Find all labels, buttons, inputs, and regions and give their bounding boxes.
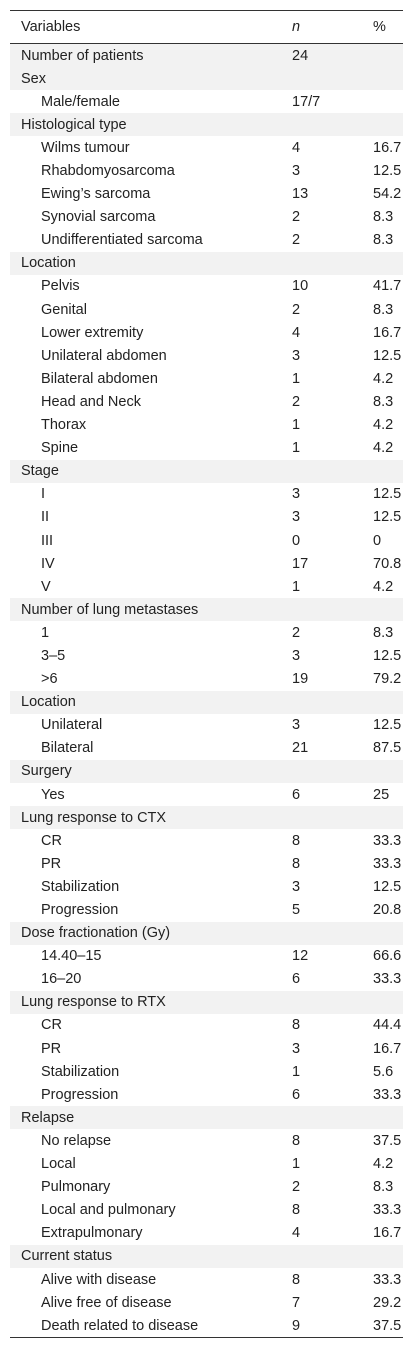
cell-n: 2 [292,393,301,410]
cell-n: 2 [292,624,301,641]
table-row [10,44,403,68]
patient-characteristics-table-container [10,10,403,1338]
cell-percent: 8.3 [373,624,394,641]
table-row [10,898,403,921]
cell-n: 4 [292,324,301,341]
table-row [10,875,403,898]
table-row [10,945,403,968]
cell-percent [362,806,403,829]
cell-n: 4 [292,1225,301,1242]
cell-n: 5 [292,902,301,919]
cell-variable: Sex [10,67,281,90]
cell-percent [362,252,403,275]
cell-n [281,806,362,829]
table-row [10,183,403,206]
table-body [10,44,403,1338]
cell-variable: Synovial sarcoma [41,209,156,226]
cell-n: 12 [292,948,309,965]
cell-variable: Stabilization [41,1063,120,1080]
table-row [10,552,403,575]
cell-variable: Rhabdomyosarcoma [41,163,175,180]
cell-variable: 14.40–15 [41,948,102,965]
cell-variable: Unilateral abdomen [41,347,167,364]
table-row [10,783,403,806]
cell-variable: V [41,578,51,595]
patient-characteristics-table [10,10,403,1338]
section-row [10,460,403,483]
cell-n: 3 [292,486,301,503]
cell-variable: Surgery [10,760,281,783]
cell-n: 6 [292,971,301,988]
cell-n: 3 [292,717,301,734]
cell-percent: 16.7 [373,324,402,341]
cell-variable: Head and Neck [41,393,141,410]
cell-variable: Progression [41,902,119,919]
cell-variable: 1 [41,624,50,641]
cell-percent: 25 [373,786,390,803]
section-row [10,113,403,136]
cell-percent [362,598,403,621]
cell-variable: Bilateral abdomen [41,370,158,387]
cell-percent: 8.3 [373,393,394,410]
cell-n: 24 [281,44,362,68]
cell-percent: 4.2 [373,370,394,387]
cell-percent: 12.5 [373,163,402,180]
cell-percent [362,113,403,136]
table-row [10,644,403,667]
cell-percent: 4.2 [373,417,394,434]
cell-variable: Stage [10,460,281,483]
cell-percent: 87.5 [373,740,402,757]
table-row [10,1291,403,1314]
cell-n: 17 [292,555,309,572]
cell-variable: Spine [41,440,79,457]
cell-variable: Dose fractionation (Gy) [10,922,281,945]
table-row [10,1153,403,1176]
cell-n [281,922,362,945]
cell-n: 1 [292,1063,301,1080]
cell-percent: 0 [373,532,382,549]
cell-n: 7 [292,1294,301,1311]
cell-n: 6 [292,1086,301,1103]
cell-percent: 8.3 [373,301,394,318]
table-row [10,1222,403,1245]
cell-variable: Lung response to RTX [10,991,281,1014]
cell-n: 2 [292,1179,301,1196]
cell-n: 8 [292,855,301,872]
table-row [10,1060,403,1083]
cell-variable: Undifferentiated sarcoma [41,232,203,249]
cell-variable: 16–20 [41,971,82,988]
cell-percent: 37.5 [373,1132,402,1149]
cell-variable: Number of lung metastases [10,598,281,621]
table-row [10,714,403,737]
cell-percent: 12.5 [373,717,402,734]
table-row [10,1083,403,1106]
cell-n: 6 [292,786,301,803]
cell-variable: Alive free of disease [41,1294,172,1311]
table-header [10,11,403,44]
cell-n [281,460,362,483]
cell-variable: PR [41,1040,62,1057]
cell-n: 8 [292,1132,301,1149]
table-row [10,321,403,344]
table-row [10,1037,403,1060]
cell-n: 3 [292,163,301,180]
cell-percent: 33.3 [373,971,402,988]
cell-percent: 44.4 [373,1017,402,1034]
cell-variable: Death related to disease [10,1314,281,1338]
cell-variable: Pulmonary [41,1179,111,1196]
cell-n: 0 [292,532,301,549]
cell-percent: 16.7 [373,1040,402,1057]
cell-variable: No relapse [41,1132,112,1149]
cell-variable: Pelvis [41,278,80,295]
cell-variable: PR [41,855,62,872]
cell-variable: Genital [41,301,87,318]
cell-variable: Male/female [41,93,120,110]
header-row [10,11,403,44]
cell-percent [362,991,403,1014]
cell-percent: 33.3 [373,832,402,849]
cell-variable: IV [41,555,55,572]
cell-variable: Current status [10,1245,281,1268]
cell-percent: 16.7 [373,1225,402,1242]
cell-n: 8 [292,1271,301,1288]
cell-variable: CR [41,1017,62,1034]
cell-percent: 8.3 [373,209,394,226]
table-row [10,390,403,413]
cell-n: 8 [292,832,301,849]
cell-percent [362,90,403,113]
table-row [10,90,403,113]
table-row [10,1314,403,1338]
table-row [10,1176,403,1199]
section-row [10,252,403,275]
cell-percent: 20.8 [373,902,402,919]
table-row [10,968,403,991]
cell-n: 3 [292,878,301,895]
section-row [10,922,403,945]
table-row [10,298,403,321]
table-row [10,1268,403,1291]
table-row [10,483,403,506]
cell-percent: 70.8 [373,555,402,572]
cell-percent [362,922,403,945]
cell-n: 13 [292,186,309,203]
cell-n: 2 [292,232,301,249]
cell-n [281,1106,362,1129]
cell-n: 19 [292,671,309,688]
cell-variable: Thorax [41,417,87,434]
cell-percent [362,44,403,68]
table-row [10,1199,403,1222]
cell-n: 10 [292,278,309,295]
cell-variable: Alive with disease [41,1271,157,1288]
cell-variable: Extrapulmonary [41,1225,143,1242]
cell-percent: 12.5 [373,486,402,503]
cell-n: 2 [292,209,301,226]
cell-variable: 3–5 [41,647,66,664]
cell-percent [362,460,403,483]
cell-variable: Relapse [10,1106,281,1129]
cell-percent: 16.7 [373,139,402,156]
table-row [10,829,403,852]
table-row [10,506,403,529]
table-row [10,136,403,159]
cell-percent [362,760,403,783]
table-row [10,229,403,252]
cell-n: 17/7 [292,93,321,110]
header-variables: Variables [10,11,281,44]
table-row [10,1014,403,1037]
cell-percent: 12.5 [373,347,402,364]
cell-variable: II [41,509,50,526]
cell-percent: 4.2 [373,440,394,457]
cell-n [281,252,362,275]
cell-variable: Histological type [10,113,281,136]
cell-n: 2 [292,301,301,318]
cell-n [281,598,362,621]
cell-n: 3 [292,647,301,664]
cell-percent: 33.3 [373,1202,402,1219]
table-row [10,575,403,598]
section-row [10,1245,403,1268]
cell-percent: 12.5 [373,509,402,526]
cell-n: 8 [292,1202,301,1219]
cell-n: 3 [292,1040,301,1057]
section-row [10,598,403,621]
cell-percent: 5.6 [373,1063,394,1080]
cell-variable: Location [10,252,281,275]
cell-variable: Wilms tumour [41,139,130,156]
cell-n: 3 [292,509,301,526]
cell-percent [362,691,403,714]
table-row [10,414,403,437]
table-row [10,206,403,229]
cell-percent: 8.3 [373,1179,394,1196]
cell-variable: Yes [41,786,65,803]
cell-percent: 12.5 [373,647,402,664]
section-row [10,806,403,829]
cell-variable: Progression [41,1086,119,1103]
cell-n: 4 [292,139,301,156]
table-row [10,159,403,182]
table-row [10,852,403,875]
header-percent: % [362,11,403,44]
table-row [10,367,403,390]
section-row [10,760,403,783]
cell-variable: Local [41,1156,76,1173]
cell-percent [362,67,403,90]
cell-variable: I [41,486,46,503]
cell-variable: III [41,532,54,549]
cell-n: 21 [292,740,309,757]
table-row [10,621,403,644]
cell-percent: 66.6 [373,948,402,965]
cell-percent: 12.5 [373,878,402,895]
cell-percent: 4.2 [373,578,394,595]
section-row [10,691,403,714]
section-row [10,991,403,1014]
cell-variable: Bilateral [41,740,94,757]
cell-n: 3 [292,347,301,364]
table-row [10,737,403,760]
cell-n: 1 [292,578,301,595]
cell-percent: 41.7 [373,278,402,295]
cell-variable: Local and pulmonary [41,1202,176,1219]
cell-percent: 33.3 [373,1086,402,1103]
cell-variable: Lower extremity [41,324,144,341]
cell-percent: 29.2 [373,1294,402,1311]
cell-variable: Number of patients [10,44,281,68]
cell-percent [362,1106,403,1129]
cell-n: 1 [292,417,301,434]
cell-percent [362,1245,403,1268]
cell-percent: 79.2 [373,671,402,688]
cell-n: 8 [292,1017,301,1034]
table-row [10,529,403,552]
cell-percent: 4.2 [373,1156,394,1173]
table-row [10,275,403,298]
cell-n: 1 [292,440,301,457]
section-row [10,1106,403,1129]
cell-percent: 54.2 [373,186,402,203]
table-row [10,668,403,691]
cell-n [281,113,362,136]
cell-n [281,691,362,714]
section-row [10,67,403,90]
cell-variable: Lung response to CTX [10,806,281,829]
cell-percent: 8.3 [373,232,394,249]
cell-n [281,67,362,90]
cell-variable: Unilateral [41,717,103,734]
cell-n: 9 [281,1314,362,1338]
table-row [10,1129,403,1152]
header-n: n [281,11,362,44]
cell-n: 1 [292,1156,301,1173]
cell-percent: 37.5 [362,1314,403,1338]
cell-variable: Location [10,691,281,714]
cell-n [281,991,362,1014]
cell-variable: CR [41,832,62,849]
cell-variable: Ewing’s sarcoma [41,186,151,203]
cell-n [281,760,362,783]
cell-n [281,1245,362,1268]
cell-variable: >6 [41,671,58,688]
cell-percent: 33.3 [373,855,402,872]
table-row [10,437,403,460]
table-row [10,344,403,367]
cell-n: 1 [292,370,301,387]
cell-percent: 33.3 [373,1271,402,1288]
cell-variable: Stabilization [41,878,120,895]
